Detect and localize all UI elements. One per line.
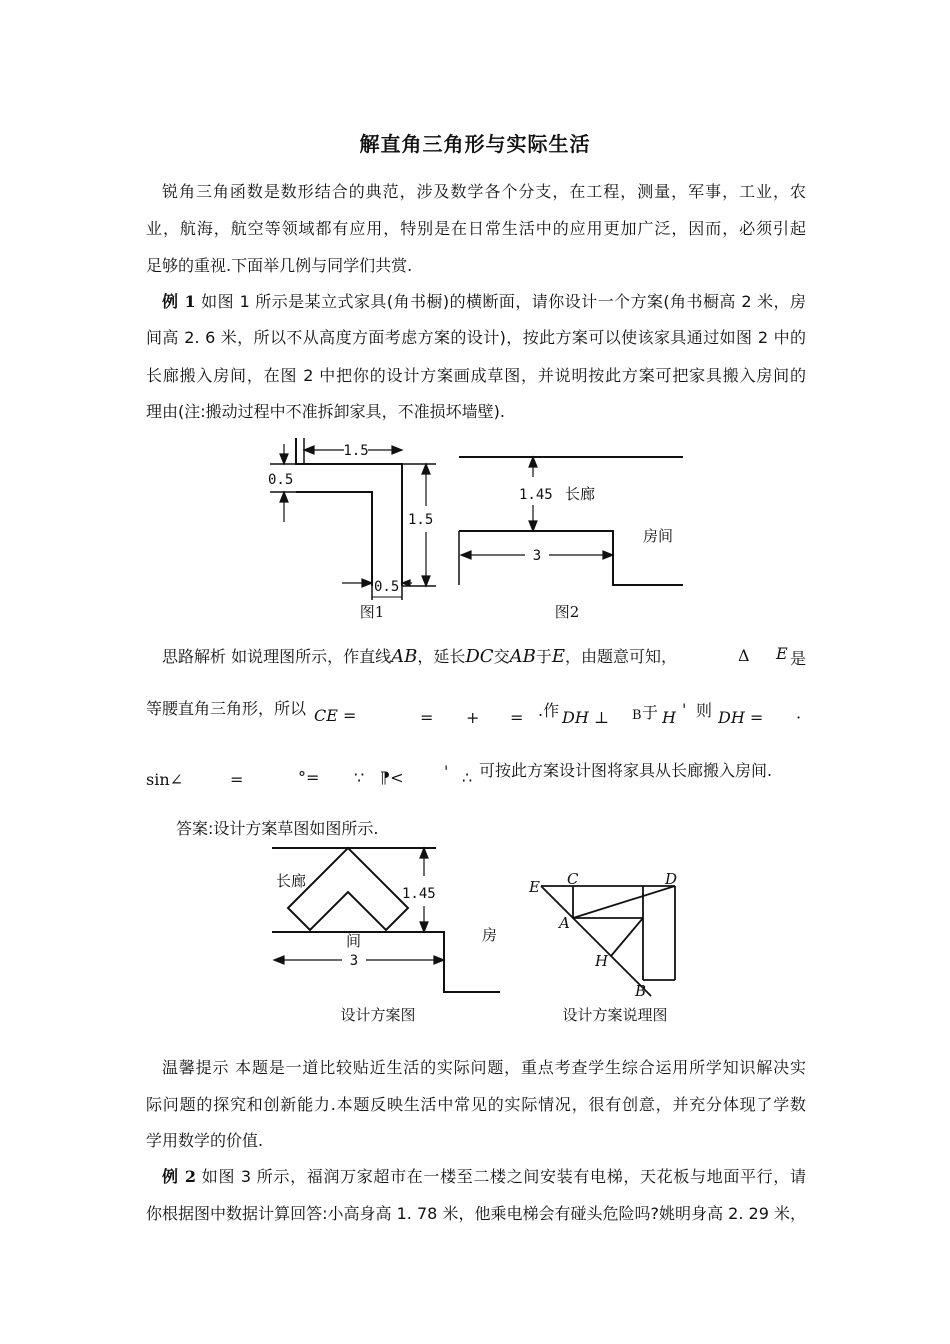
math-lt: ⁋< <box>380 768 404 787</box>
fig3-room-label-b: 间 <box>346 932 362 950</box>
figure-4 <box>525 868 695 1028</box>
math-eq-2: = <box>510 708 524 727</box>
example2-line-1 <box>162 1167 806 1187</box>
intro-line-1: 锐角三角函数是数形结合的典范，涉及数学各个分支，在工程，测量，军事，工业，农 <box>162 182 806 201</box>
math-apostrophe: ' <box>444 762 449 781</box>
math-eq-3: = <box>230 770 244 789</box>
math-dc: DC <box>465 646 494 667</box>
analysis-ze: 则 <box>696 701 713 720</box>
example1-line-1 <box>162 292 806 312</box>
math-delta: Δ <box>738 646 750 665</box>
math-dh-perp: DH ⊥ <box>562 708 609 727</box>
fig2-dim-height: 1.45 <box>519 487 553 503</box>
fig4-line-d-diag <box>573 886 675 918</box>
fig1-dim-top: 1.5 <box>343 443 369 459</box>
analysis-text-f: 是 <box>790 649 807 668</box>
analysis-text-a: 思路解析 如说理图所示，作直线 <box>162 647 392 666</box>
fig3-corridor-bottom-wall <box>272 932 500 992</box>
math-e: E <box>551 646 565 667</box>
intro-line-2: 业，航海，航空等领域都有应用，特别是在日常生活中的应用更加广泛，因而，必须引起 <box>146 219 806 238</box>
fig4-label-h: H <box>595 952 609 970</box>
example2-text-1: 如图 3 所示，福润万家超市在一楼至二楼之间安装有电梯，天花板与地面平行，请 <box>196 1167 806 1186</box>
analysis-text-c: 交 <box>493 647 510 666</box>
fig4-label-d: D <box>665 870 678 888</box>
fig3-caption: 设计方案图 <box>340 1006 416 1024</box>
intro-line-3: 足够的重视.下面举几例与同学们共赏. <box>146 256 413 275</box>
analysis-line-1 <box>162 644 677 667</box>
analysis-line-2: 等腰直角三角形，所以 <box>146 699 307 718</box>
math-dh-eq: DH = <box>718 708 764 727</box>
tip-line-2: 际问题的探究和创新能力.本题反映生活中常见的实际情况，很有创意，并充分体现了学数 <box>146 1095 806 1114</box>
fig4-line-dh <box>611 918 643 956</box>
math-degree: °= <box>298 768 320 787</box>
fig1-caption: 图1 <box>359 603 385 621</box>
fig4-caption: 设计方案说理图 <box>562 1006 668 1024</box>
fig1-outer-outline <box>296 438 402 586</box>
fig4-line-eb <box>541 886 651 996</box>
fig3-room-label-a: 房 <box>482 926 498 944</box>
math-ab-2: AB <box>509 646 536 667</box>
example1-line-4: 理由(注:搬动过程中不准拆卸家具，不准损坏墙壁). <box>146 402 505 421</box>
figure-3 <box>268 840 518 1030</box>
fig4-label-b: B <box>635 982 647 1000</box>
tip-line-3: 学用数学的价值. <box>146 1131 264 1150</box>
fig1-dim-left: 0.5 <box>268 472 294 488</box>
example2-label: 例 2 <box>162 1167 197 1186</box>
analysis-yu: 于 <box>642 703 659 722</box>
analysis-text-d: 于 <box>535 647 552 666</box>
math-plus: + <box>466 708 480 727</box>
math-because: ∵ <box>354 768 365 787</box>
math-therefore: ∴ <box>462 768 473 787</box>
math-dot: · <box>796 708 802 727</box>
fig1-dim-bottom: 0.5 <box>374 579 400 595</box>
analysis-text-b: ，延长 <box>417 647 466 666</box>
fig3-dim-height: 1.45 <box>402 886 436 902</box>
math-b-fragment: B <box>632 708 642 723</box>
figure-2 <box>455 445 690 620</box>
example1-line-2: 间高 2. 6 米，所以不从高度方面考虑方案的设计)，按此方案可以使该家具通过如图 2 中的 <box>146 328 806 347</box>
example1-label: 例 1 <box>162 292 196 311</box>
tip-line-1: 温馨提示 本题是一道比较贴近生活的实际问题，重点考查学生综合运用所学知识解决实 <box>162 1058 806 1077</box>
analysis-conclusion: 可按此方案设计图将家具从长廊搬入房间. <box>479 761 773 780</box>
example1-text-1: 如图 1 所示是某立式家具(角书橱)的横断面，请你设计一个方案(角书橱高 2 米，房 <box>195 292 806 311</box>
fig3-dim-width: 3 <box>349 953 359 969</box>
math-eq-1: = <box>420 708 434 727</box>
math-comma: ' <box>682 700 687 719</box>
page-title: 解直角三角形与实际生活 <box>359 132 591 156</box>
analysis-text-e: ，由题意可知， <box>564 647 677 666</box>
fig4-label-e: E <box>529 878 540 896</box>
fig2-dim-width: 3 <box>532 548 542 564</box>
fig1-inner-outline <box>296 492 372 586</box>
fig1-dim-right: 1.5 <box>408 512 434 528</box>
example1-line-3: 长廊搬入房间，在图 2 中把你的设计方案画成草图，并说明按此方案可把家具搬入房间的 <box>146 366 806 385</box>
math-ab: AB <box>391 646 418 667</box>
math-sin: sin∠ <box>146 770 184 789</box>
fig2-caption: 图2 <box>554 603 580 621</box>
fig2-corridor-label: 长廊 <box>565 485 596 503</box>
math-h: H <box>662 708 676 727</box>
math-e-2: E <box>776 644 788 663</box>
figure-1 <box>260 430 450 620</box>
analysis-zuo: .作 <box>538 701 560 720</box>
fig4-label-c: C <box>567 870 579 888</box>
fig4-label-a: A <box>559 914 570 932</box>
math-ce: CE = <box>314 706 357 725</box>
fig2-room-label: 房间 <box>643 527 674 545</box>
example2-line-2: 你根据图中数据计算回答:小高身高 1. 78 米，他乘电梯会有碰头危险吗?姚明身高 2. 29 米， <box>146 1204 806 1223</box>
answer-line: 答案:设计方案草图如图所示. <box>176 819 379 838</box>
fig3-corridor-label: 长廊 <box>276 872 307 890</box>
